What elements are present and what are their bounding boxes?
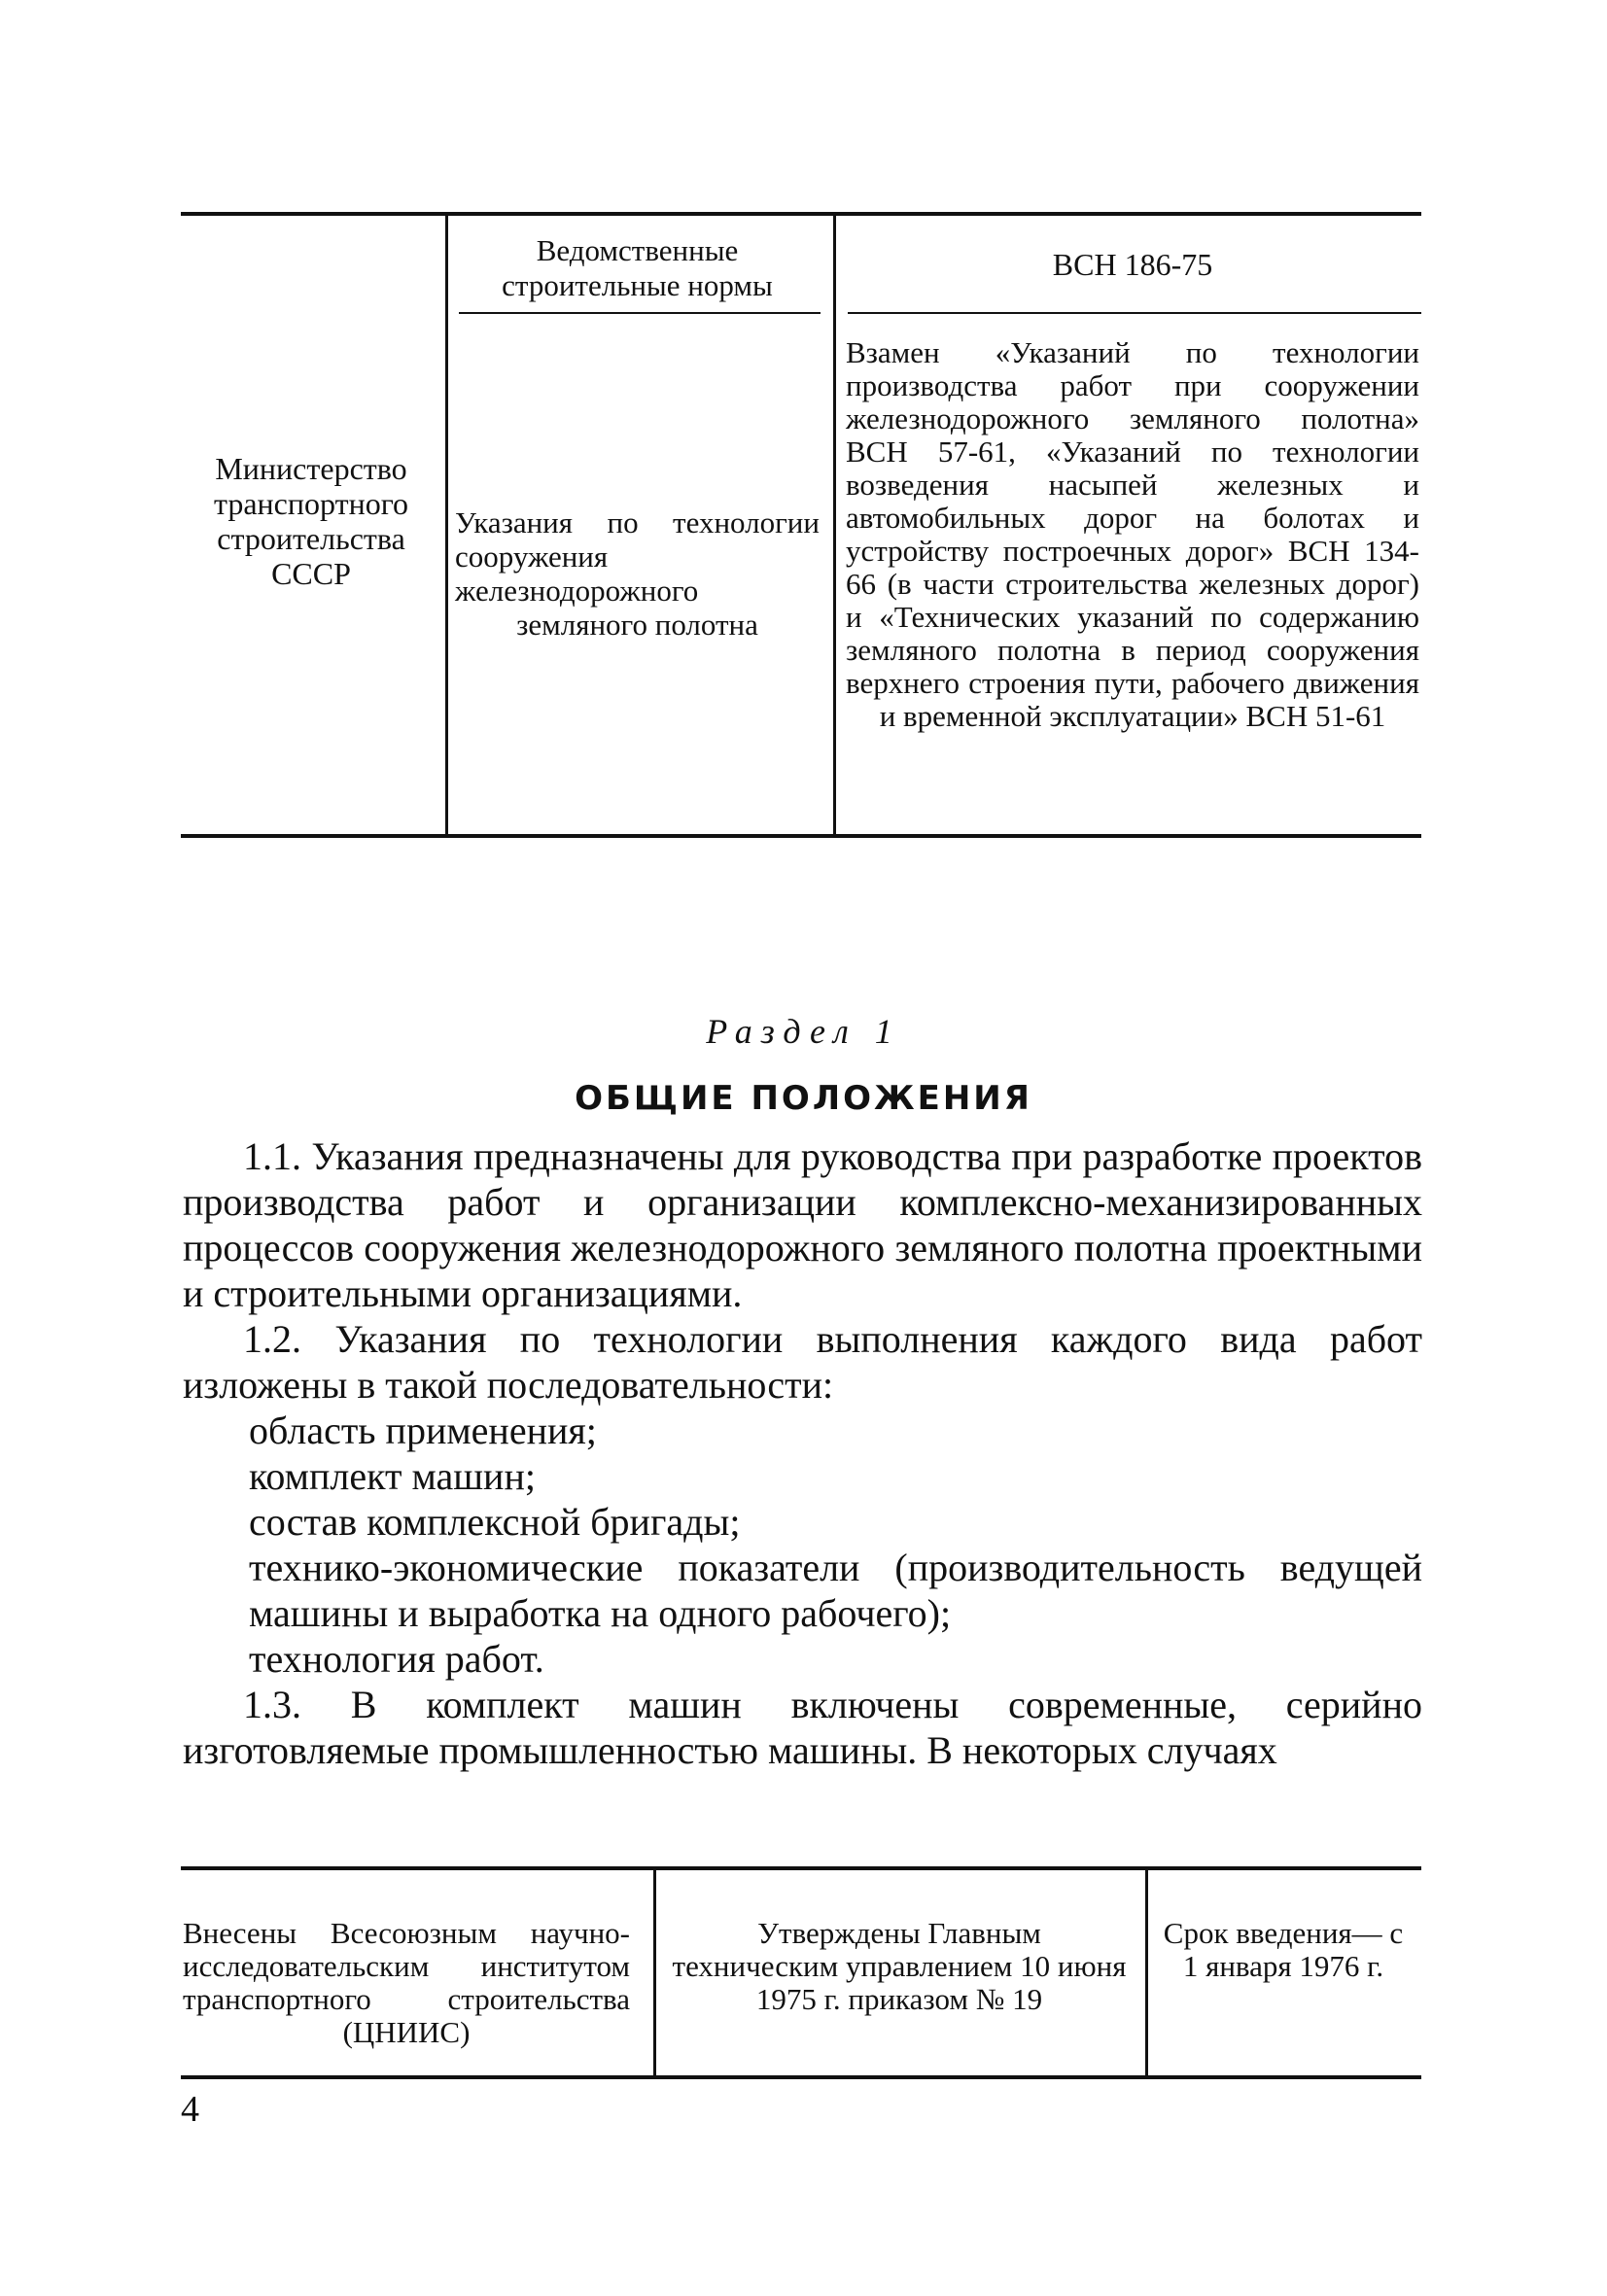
footer-divider-left — [653, 1870, 656, 2075]
list-item: технология работ. — [249, 1637, 544, 1681]
effective-date: Срок введения— с 1 января 1976 г. — [1163, 1916, 1404, 1983]
footer-top-rule — [181, 1866, 1421, 1870]
header-code-rule — [848, 312, 1421, 314]
section-title: ОБЩИЕ ПОЛОЖЕНИЯ — [575, 1079, 1032, 1118]
list-item: технико-экономические показатели (производительность ведущей машины и выработка на одного рабочего); — [249, 1546, 1422, 1635]
document-title: Указания по технологии сооружения железнодорожного земляного полотна — [455, 505, 820, 642]
list-item: состав комплексной бригады; — [249, 1500, 741, 1544]
list-item: область применения; — [249, 1409, 597, 1452]
section-label: Раздел 1 — [706, 1012, 901, 1051]
replaces-note: Взамен «Указаний по технологии производства работ при сооружении железнодорожного земляного полотна» ВСН 57-61, «Указаний по технологии возведения насыпей железных и автомобильных дорог на болотах и устройству построечных дорог» ВСН 134-66 (в части строительства железных дорог) и «Технических указаний по содержанию земляного полотна в период сооружения верхнего строения пути, рабочего движения и временной эксплуатации» ВСН 51-61 — [846, 335, 1419, 733]
ministry-name: Министерство транспортного строительства СССР — [213, 451, 409, 591]
norm-type: Ведомственные строительные нормы — [502, 233, 773, 302]
header-top-rule — [181, 212, 1421, 216]
paragraph-1-2: 1.2. Указания по технологии выполнения каждого вида работ изложены в такой последовательности: — [183, 1317, 1422, 1407]
paragraph-1-1: 1.1. Указания предназначены для руководства при разработке проектов производства работ и организации комплексно-механизированных процессов сооружения железнодорожного земляного полотна проектными и строительными организациями. — [183, 1134, 1422, 1315]
page-number: 4 — [181, 2089, 199, 2130]
body-text — [183, 1133, 1422, 1773]
footer-bottom-rule — [181, 2075, 1421, 2079]
document-code: ВСН 186-75 — [1052, 247, 1213, 282]
header-divider-right — [833, 216, 836, 834]
header-bottom-rule — [181, 834, 1421, 838]
paragraph-1-3: 1.3. В комплект машин включены современные, серийно изготовляемые промышленностью машины. В некоторых случаях — [183, 1683, 1422, 1772]
header-divider-left — [445, 216, 448, 834]
list-item: комплект машин; — [249, 1454, 536, 1498]
introduced-by: Внесены Всесоюзным научно-исследовательским институтом транспортного строительства (ЦНИИС) — [183, 1916, 630, 2049]
footer-divider-right — [1145, 1870, 1148, 2075]
approved-by: Утверждены Главным техническим управлением 10 июня 1975 г. приказом № 19 — [672, 1916, 1127, 2016]
header-type-rule — [459, 312, 821, 314]
